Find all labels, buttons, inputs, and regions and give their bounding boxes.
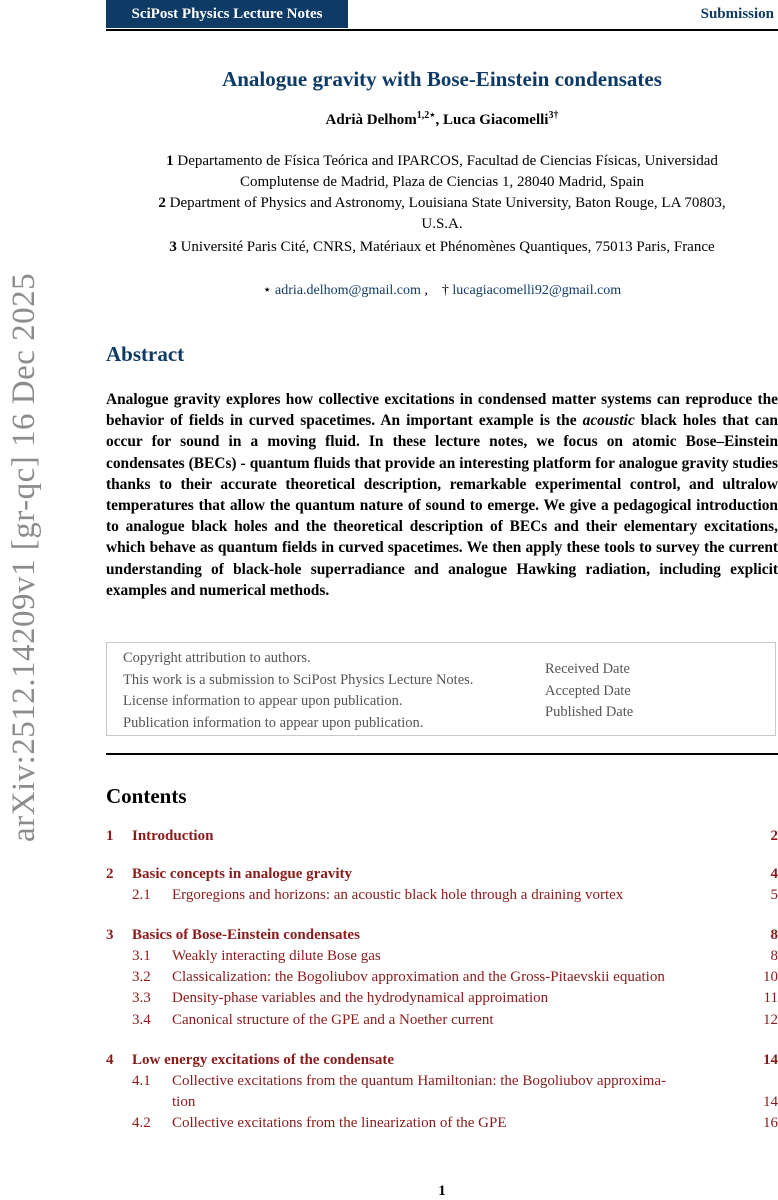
star-symbol: ⋆: [262, 283, 272, 298]
affiliation-number: 2: [158, 195, 166, 211]
page-number: 1: [438, 1183, 446, 1199]
toc-subsection[interactable]: [106, 885, 778, 906]
toc-subsection[interactable]: [106, 988, 778, 1009]
toc-page: 5: [770, 887, 778, 903]
toc-subsection[interactable]: [106, 1113, 778, 1134]
dates-info: [545, 659, 633, 724]
toc-subsection[interactable]: [106, 1071, 778, 1113]
toc-page: 16: [763, 1115, 778, 1131]
toc-number: 2.1: [132, 887, 151, 903]
affiliation-1: [106, 151, 778, 193]
toc-title: Basic concepts in analogue gravity: [132, 866, 352, 882]
affiliation-2: [106, 193, 778, 235]
toc-subsection[interactable]: [106, 967, 778, 988]
toc-number: 4.2: [132, 1115, 151, 1131]
abstract-emphasis: acoustic: [582, 412, 635, 430]
toc-title: Basics of Bose-Einstein condensates: [132, 927, 360, 943]
info-line: License information to appear upon publication.: [123, 693, 403, 709]
email-separator: ,: [420, 283, 428, 298]
toc-page: 10: [763, 969, 778, 985]
section-rule: [106, 753, 778, 755]
affiliation-text: Department of Physics and Astronomy, Louisiana State University, Baton Rouge, LA 70803,: [169, 195, 726, 211]
author-affil-marks: 3†: [548, 110, 559, 121]
abstract-heading: Abstract: [106, 342, 185, 366]
toc-title: Density-phase variables and the hydrodynamical approimation: [172, 990, 549, 1006]
toc-title: Collective excitations from the quantum Hamiltonian: the Bogoliubov approxima-: [172, 1073, 667, 1089]
toc-page: 14: [763, 1052, 778, 1068]
toc-title-continued: tion: [172, 1094, 196, 1110]
abstract-part: black holes that can occur for sound in a moving fluid. In these lecture notes, we focus on atomic Bose–Einstein condensates (BECs) - quantum fluids that provide an interesting platform for analogue gravity studies thanks to their accurate theoretical description, remarkable experimental control, and ultralow temperatures that allow the quantum nature of sound to emerge. We give a pedagogical introduction to analogue black holes and the theoretical description of BECs and their elementary excitations, which behave as quantum fields in curved spacetimes. We then apply these tools to survey the current understanding of black-hole superradiance and analogue Hawking radiation, including explicit examples and numerical methods.: [106, 412, 778, 599]
publication-info-box: [106, 642, 776, 736]
toc-number: 3: [106, 927, 114, 943]
toc-number: 4.1: [132, 1073, 151, 1089]
toc-title: Canonical structure of the GPE and a Noether current: [172, 1012, 494, 1028]
email-link[interactable]: lucagiacomelli92@gmail.com: [452, 283, 622, 298]
author-affil-marks: 1,2⋆: [416, 110, 436, 121]
toc-section[interactable]: [106, 925, 778, 946]
toc-title: Ergoregions and horizons: an acoustic black hole through a draining vortex: [172, 887, 624, 903]
affiliation-number: 3: [169, 239, 177, 255]
header-rule: [106, 29, 778, 31]
toc-number: 3.3: [132, 990, 151, 1006]
toc-title: Low energy excitations of the condensate: [132, 1052, 395, 1068]
copyright-info: [123, 648, 473, 734]
toc-number: 4: [106, 1052, 114, 1068]
toc-page: 12: [763, 1012, 778, 1028]
dagger-symbol: †: [441, 283, 449, 298]
toc-section[interactable]: [106, 826, 778, 847]
affiliation-text: Complutense de Madrid, Plaza de Ciencias 1, 28040 Madrid, Spain: [239, 174, 645, 190]
author-name: Adrià Delhom: [325, 112, 417, 128]
affiliation-text: Departamento de Física Teórica and IPARCOS, Facultad de Ciencias Físicas, Universidad: [177, 153, 718, 169]
affiliation-text: Université Paris Cité, CNRS, Matériaux et Phénomènes Quantiques, 75013 Paris, France: [180, 239, 715, 255]
info-line: Publication information to appear upon publication.: [123, 714, 424, 731]
toc-section[interactable]: [106, 1050, 778, 1071]
toc-section[interactable]: [106, 864, 778, 885]
toc-title: Collective excitations from the linearization of the GPE: [172, 1115, 507, 1131]
toc-page: 14: [763, 1094, 778, 1110]
author-separator: ,: [435, 112, 444, 128]
date-line: Received Date: [545, 661, 630, 677]
toc-page: 11: [763, 990, 778, 1006]
toc-title: Classicalization: the Bogoliubov approximation and the Gross-Pitaevskii equation: [172, 969, 665, 985]
info-line: This work is a submission to SciPost Physics Lecture Notes.: [123, 671, 474, 688]
toc-page: 4: [770, 866, 778, 882]
author-list: [106, 110, 778, 129]
toc-page: 8: [770, 927, 778, 943]
toc-page: 2: [770, 828, 778, 844]
toc-number: 3.4: [132, 1012, 151, 1028]
toc-number: 3.2: [132, 969, 151, 985]
submission-label: Submission: [700, 6, 774, 22]
email-link[interactable]: adria.delhom@gmail.com: [275, 283, 421, 298]
contents-heading: Contents: [106, 784, 187, 808]
abstract-part: Analogue gravity explores how collective excitations in condensed matter systems can reproduce the behavior of fields in curved spacetimes. An important example is the: [106, 391, 778, 430]
journal-badge: SciPost Physics Lecture Notes: [106, 0, 348, 28]
affiliation-number: 1: [166, 153, 174, 169]
email-line: [106, 282, 778, 299]
toc-page: 8: [770, 948, 778, 964]
date-line: Accepted Date: [545, 682, 631, 699]
toc-title: Weakly interacting dilute Bose gas: [172, 948, 381, 964]
date-line: Published Date: [545, 704, 634, 720]
paper-title: Analogue gravity with Bose-Einstein condensates: [222, 67, 662, 91]
toc-subsection[interactable]: [106, 946, 778, 967]
toc-subsection[interactable]: [106, 1010, 778, 1031]
abstract-text: [106, 389, 778, 601]
info-line: Copyright attribution to authors.: [123, 650, 311, 666]
affiliation-3: [106, 237, 778, 258]
toc-number: 1: [106, 828, 114, 844]
toc-title: Introduction: [132, 828, 214, 844]
arxiv-stamp: arXiv:2512.14209v1 [gr-qc] 16 Dec 2025: [6, 272, 42, 842]
affiliation-text: U.S.A.: [421, 216, 463, 232]
toc-number: 2: [106, 866, 114, 882]
toc-number: 3.1: [132, 948, 151, 964]
author-name: Luca Giacomelli: [443, 112, 549, 128]
